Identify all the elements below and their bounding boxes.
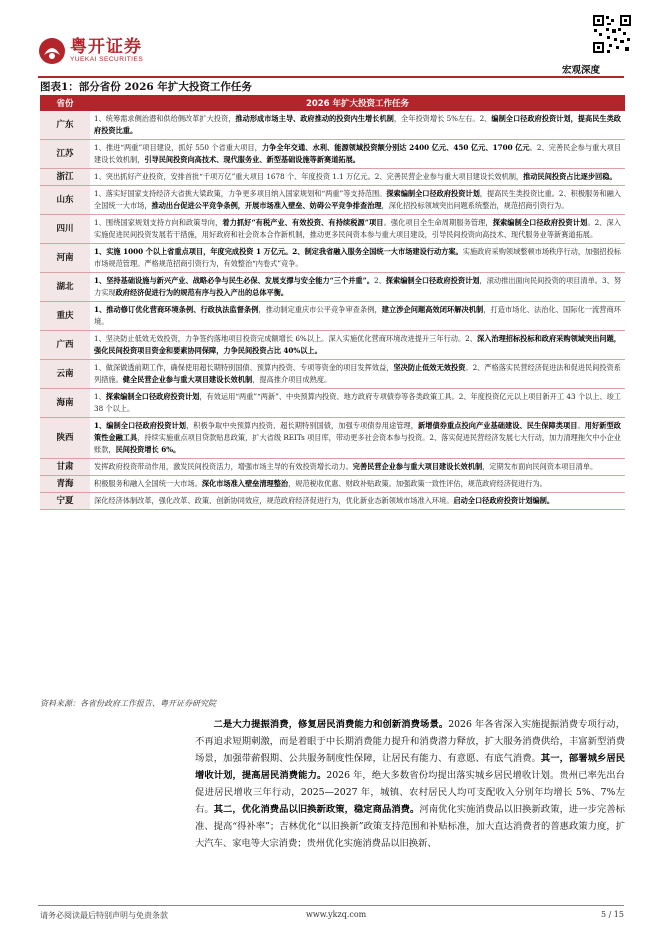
text-run: 深化经济体制改革，强化改革、政策、创新协同效应，规范政府经济促进行为，优化新业态新领域市场准入环境。 [94, 496, 454, 505]
text-run: 1、 [94, 392, 106, 401]
brand-logo [38, 36, 143, 66]
task-cell [90, 360, 625, 389]
text-run: 1、统筹需求侧治潜和供给侧改革扩大投资， [94, 114, 236, 123]
yuekai-logo-icon [38, 37, 66, 65]
emphasized-text: 编制全口径政府投资计划，提高民生类政府投资比重。 [94, 114, 621, 135]
page-header [38, 14, 638, 76]
emphasized-text: 其二，优化消费品以旧换新政策，稳定商品消费。 [213, 804, 420, 815]
investment-task-table [40, 95, 625, 510]
task-cell [90, 186, 625, 215]
province-cell: 广东 [40, 111, 90, 140]
consumption-paragraph [195, 716, 625, 852]
text-run: 。2、深入实施促进民间投资发展若干措施，用好政府和社会资本合作新机制，推动更多民间资本参与重大项目建设，引导民间投资向高技术、现代服务业等新赛道拓展。 [94, 218, 621, 239]
text-run: 1、围绕国家规划支持方向和政策导向， [94, 218, 223, 227]
text-run: ，深化招投标领域突出问题系统整治，规范招商引资行为。 [381, 201, 569, 210]
text-run: 发挥政府投资带动作用，激发民间投资活力，增强市场主导的有效投资增长动力。 [94, 462, 353, 471]
text-run: 。2、严格落实民营经济促进法和促进民间投资系列措施。 [94, 363, 621, 384]
table-header-row [40, 95, 625, 111]
text-run: ，有效运用“两重”“两新”、中央预算内投资、地方政府专项债券等各类政策工具。2、年度投资亿元以上项目新开工 43 个以上、竣工 38 个以上。 [94, 392, 621, 413]
emphasized-text: 探索编制全口径政府投资计划 [385, 276, 480, 285]
text-run: ，提高民生类投资比重。2、积极服务和融入全国统一大市场， [94, 189, 621, 210]
emphasized-text: 探索编制全口径政府投资计划 [105, 392, 200, 401]
province-cell: 海南 [40, 389, 90, 418]
emphasized-text: 完善民营企业参与重大项目建设长效机制 [352, 462, 483, 471]
figure-source: 资料来源：各省份政府工作报告、粤开证券研究院 [40, 699, 216, 708]
emphasized-text: 1、推动修订优化营商环境条例、行政执法监督条例 [94, 305, 259, 314]
emphasized-text: 探索编制全口径政府投资计划 [492, 218, 588, 227]
table-row [40, 302, 625, 331]
province-cell: 河南 [40, 244, 90, 273]
footer-website: www.ykzq.com [306, 910, 367, 919]
text-run: 积极服务和融入全国统一大市场。 [94, 479, 202, 488]
task-cell [90, 476, 625, 493]
table-row [40, 244, 625, 273]
brand-name-cn: 粤开证券 [70, 37, 142, 57]
province-cell: 广西 [40, 331, 90, 360]
section-label: 宏观深度 [561, 65, 600, 76]
text-run: ，提高推介项目成熟度。 [252, 375, 332, 384]
table-body [40, 111, 625, 510]
table-row [40, 273, 625, 302]
text-run: ，定期发布面向民间资本项目清单。 [482, 462, 598, 471]
table-row [40, 389, 625, 418]
emphasized-text: 引导民间投资向高技术、现代服务业、新型基础设施等新赛道拓展。 [144, 155, 360, 164]
task-cell [90, 493, 625, 510]
text-run: 河南优化实施消费品以旧换新政策，进一步完善标准、提高“得补率”；吉林优化“以旧换新”政策支持范围和补贴标准，加大直达消费者的普惠政策力度，扩大汽车、家电等大宗消费；贵州优化实施消费品以旧换新、 [195, 804, 625, 849]
text-run: 1、坚决防止低效无效投资，力争签约落地项目投资完成额增长 6%以上。深入实施优化营商环境改进提升三年行动。2、 [94, 334, 477, 343]
text-run: ，滚动推出面向民间投资的项目清单。3、努力实现 [94, 276, 622, 297]
table-row [40, 360, 625, 389]
emphasized-text: 用好新型政策性金融工具 [94, 421, 621, 442]
text-run: ，持续实施重点项目贷款贴息政策，扩大省级 REITs 项目库，带动更多社会资本参与投资。2、落实促进民营经济发展七大行动，加力清理拖欠中小企业账款， [94, 433, 621, 454]
emphasized-text: 1、坚持基础设施与新兴产业、战略必争与民生必保、发展支撑与安全能力“三个并重”。 [94, 276, 374, 285]
emphasized-text: 推动形成市场主导、政府推动的投资内生增长机制 [235, 114, 394, 123]
emphasized-text: 深入治理招标投标和政府采购领域突出问题，强化民间投资项目资金和要素协同保障，力争民间投资占比 40%以上。 [94, 334, 621, 355]
table-row [40, 418, 625, 459]
task-cell [90, 389, 625, 418]
task-cell [90, 169, 625, 186]
task-cell [90, 418, 625, 459]
emphasized-text: 着力抓好“有税产业、有效投资、有持续税源”项目 [222, 218, 384, 227]
emphasized-text: 推动出台促进公平竞争条例，开展市场准入壁垒、妨碍公平竞争排查治理 [151, 201, 382, 210]
text-run: ，全年投资增长 5%左右。2、 [393, 114, 492, 123]
brand-name-en: YUEKAI SECURITIES [70, 56, 144, 63]
table-row [40, 111, 625, 140]
province-cell: 重庆 [40, 302, 90, 331]
text-run: 1、突出抓好产业投资，安排首批“千项万亿”重大项目 1678 个、年度投资 1.1 万亿元。2、完善民营企业参与重大项目建设长效机制， [94, 172, 524, 181]
figure-title: 图表1：部分省份 2026 年扩大投资工作任务 [40, 81, 252, 93]
table-row [40, 476, 625, 493]
table-row [40, 186, 625, 215]
province-cell: 青海 [40, 476, 90, 493]
text-run: ，积极争取中央预算内投资、超长期特别国债，加强专项债券用途管理， [186, 421, 419, 430]
text-run: 。强化项目全生命周期服务管理， [383, 218, 493, 227]
table-row [40, 459, 625, 476]
text-run: 实施政府采购领域整顿市场秩序行动，加强招投标市场规范管理。严格规范招商引资行为，有效整治“内卷式”竞争。 [94, 247, 621, 268]
text-run: ，推动制定重庆市公平竞争审查条例， [258, 305, 382, 314]
province-cell: 甘肃 [40, 459, 90, 476]
task-cell [90, 215, 625, 244]
emphasized-text: 力争全年交通、水利、能源领域投资额分别达 2400 亿元、450 亿元、1700 亿元 [261, 143, 530, 152]
qr-code-icon [592, 14, 632, 54]
table-row [40, 331, 625, 360]
column-header-tasks: 2026 年扩大投资工作任务 [90, 95, 625, 111]
task-cell [90, 111, 625, 140]
emphasized-text: 1、编制全口径政府投资计划 [94, 421, 187, 430]
province-cell: 四川 [40, 215, 90, 244]
text-run: 2、 [373, 276, 386, 285]
text-run: 2026 年，绝大多数省份均提出落实城乡居民增收计划。贵州已率先出台促进居民增收三年行动，2025—2027 年，城镇、农村居民人均可支配收入分别年均增长 5%、7%左右。 [195, 770, 625, 815]
text-run: 。 [577, 421, 585, 430]
emphasized-text: 健全民营企业参与重大项目建设长效机制 [122, 375, 253, 384]
emphasized-text: 启动全口径政府投资计划编制。 [453, 496, 555, 505]
task-cell [90, 244, 625, 273]
emphasized-text: 建立涉企问题高效闭环解决机制 [381, 305, 484, 314]
page-number: 5 / 15 [600, 910, 624, 919]
emphasized-text: 其一，部署城乡居民增收计划，提高居民消费能力。 [195, 753, 625, 781]
column-header-province: 省份 [40, 95, 90, 111]
footer-disclaimer: 请务必阅读最后特别声明与免责条款 [40, 911, 168, 920]
text-run: ，打造市场化、法治化、国际化一流营商环境。 [94, 305, 621, 326]
province-cell: 陕西 [40, 418, 90, 459]
province-cell: 山东 [40, 186, 90, 215]
emphasized-text: 新增债券重点投向产业基础建设、民生保障类项目 [418, 421, 578, 430]
emphasized-text: 坚决防止低效无效投资 [393, 363, 466, 372]
table-row [40, 169, 625, 186]
text-run: 2026 年各省深入实施提振消费专项行动，不再追求短期刺激，而是着眼于中长期消费能力提升和消费潜力释放，扩大服务消费供给，丰富新型消费场景，加强带薪假期、公共服务制度性保障，让居民有能力、有意愿、有底气消费。 [195, 719, 625, 764]
emphasized-text: 政府经济促进行为的规范有序与投入产出的总体平衡。 [115, 288, 289, 297]
emphasized-text: 民间投资增长 6%。 [115, 445, 181, 454]
footer-divider [38, 905, 624, 906]
task-cell [90, 140, 625, 169]
province-cell: 浙江 [40, 169, 90, 186]
province-cell: 江苏 [40, 140, 90, 169]
text-run: ，规范税收优惠、财政补贴政策。加强政策一致性评估，规范政府经济促进行为。 [288, 479, 547, 488]
text-run: 。2、完善民企参与重大项目建设长效机制， [94, 143, 621, 164]
task-cell [90, 459, 625, 476]
table-row [40, 493, 625, 510]
task-cell [90, 273, 625, 302]
emphasized-text: 二是大力提振消费，修复居民消费能力和创新消费场景。 [213, 719, 449, 730]
emphasized-text: 探索编制全口径政府投资计划 [386, 189, 480, 198]
text-run: 1、推进“两重”项目建设，抓好 550 个省重大项目， [94, 143, 262, 152]
emphasized-text: 深化市场准入壁垒清理整治 [201, 479, 289, 488]
emphasized-text: 1、实施 1000 个以上省重点项目，年度完成投资 1 万亿元。2、制定我省融入服务全国统一大市场建设行动方案。 [94, 247, 463, 256]
table-row [40, 140, 625, 169]
table-row [40, 215, 625, 244]
text-run: 1、做深做透前期工作，确保使用超长期特别国债、预算内投资、专项等资金的项目发挥效益， [94, 363, 394, 372]
task-cell [90, 302, 625, 331]
header-divider [38, 76, 624, 78]
province-cell: 云南 [40, 360, 90, 389]
province-cell: 湖北 [40, 273, 90, 302]
emphasized-text: 推动民间投资占比逐步回稳。 [523, 172, 617, 181]
province-cell: 宁夏 [40, 493, 90, 510]
text-run: 1、落实好国家支持经济大省挑大梁政策，力争更多项目纳入国家规划和“两重”等支持范围。 [94, 189, 387, 198]
task-cell [90, 331, 625, 360]
body-paragraph [195, 716, 625, 852]
